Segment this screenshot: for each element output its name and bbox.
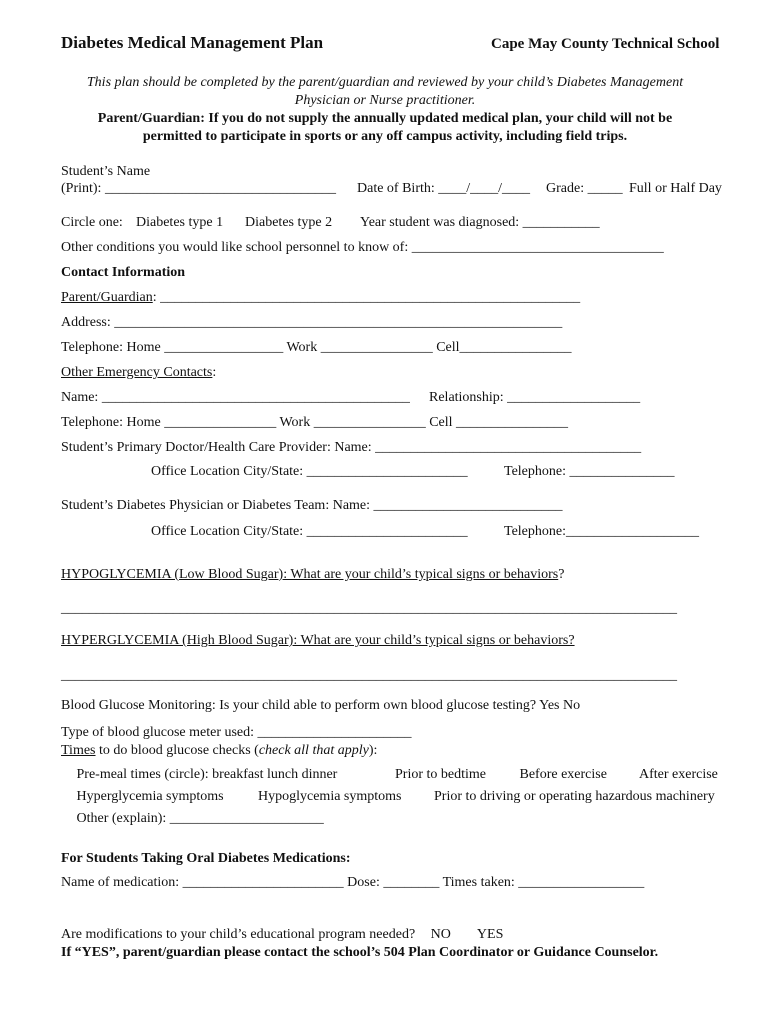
hyperglycemia-symptoms-label: Hyperglycemia symptoms — [73, 789, 224, 804]
other-option[interactable] — [61, 810, 324, 828]
doctor-office-field[interactable]: Office Location City/State: _______________________ — [151, 464, 468, 479]
full-or-half-day[interactable]: Full or Half Day — [629, 181, 722, 196]
hypoglycemia-symptoms-label: Hypoglycemia symptoms — [258, 789, 402, 804]
before-exercise-label: Before exercise — [516, 767, 607, 782]
times-rest: to do blood glucose checks ( — [95, 743, 259, 758]
year-diagnosed-field[interactable]: Year student was diagnosed: ___________ — [360, 215, 600, 230]
emergency-contacts-label — [61, 364, 216, 382]
warning-line-2: permitted to participate in sports or any off campus activity, including field trips. — [142, 129, 628, 144]
doctor-telephone-field[interactable]: Telephone: _______________ — [504, 464, 675, 479]
telephone-field[interactable]: Telephone: Home _________________ Work ________________ Cell________________ — [61, 340, 572, 355]
times-end: ): — [368, 743, 378, 758]
emergency-name-field[interactable]: Name: ____________________________________________ — [61, 390, 410, 405]
contact-heading: Contact Information — [61, 265, 186, 280]
diabetes-team-field[interactable]: Student’s Diabetes Physician or Diabetes Team: Name: ___________________________ — [61, 498, 563, 513]
check-times-label — [61, 742, 377, 760]
relationship-field[interactable]: Relationship: ___________________ — [429, 390, 641, 405]
premeal-option[interactable] — [61, 766, 337, 784]
oral-medications-heading: For Students Taking Oral Diabetes Medications: — [61, 851, 351, 866]
glucose-testing-question[interactable]: Blood Glucose Monitoring: Is your child able to perform own blood glucose testing? Yes No — [61, 698, 581, 713]
school-name: Cape May County Technical School — [491, 36, 720, 52]
other-conditions-field[interactable]: Other conditions you would like school personnel to know of: ____________________________________ — [61, 240, 664, 255]
hypoglycemia-question-text: HYPOGLYCEMIA (Low Blood Sugar): What are your child’s typical signs or behaviors — [61, 567, 559, 582]
modifications-question-text: Are modifications to your child’s educational program needed? — [61, 927, 416, 942]
guardian-field[interactable] — [61, 289, 580, 307]
other-label: Other (explain): ______________________ — [73, 811, 324, 826]
hyperglycemia-answer-line[interactable]: ________________________________________________________________________________________ — [61, 668, 677, 683]
meter-type-field[interactable]: Type of blood glucose meter used: ______________________ — [61, 725, 412, 740]
student-name-label: Student’s Name — [61, 164, 151, 179]
hypoglycemia-symptoms-option[interactable] — [246, 788, 402, 806]
emergency-label: Other Emergency Contacts — [61, 365, 213, 380]
driving-option[interactable] — [422, 788, 715, 806]
driving-label: Prior to driving or operating hazardous machinery — [434, 789, 715, 804]
modifications-note: If “YES”, parent/guardian please contact the school’s 504 Plan Coordinator or Guidance Counselor. — [61, 945, 659, 960]
bedtime-option[interactable] — [383, 766, 486, 784]
hypoglycemia-question — [61, 566, 564, 584]
intro-line-1: This plan should be completed by the parent/guardian and reviewed by your child’s Diabetes Management — [86, 75, 684, 90]
after-exercise-option[interactable] — [627, 766, 718, 784]
modifications-question — [61, 926, 503, 944]
times-label: Times — [61, 743, 96, 758]
hypoglycemia-qmark: ? — [558, 567, 565, 582]
diabetes-type-2-option[interactable]: Diabetes type 2 — [245, 215, 333, 230]
guardian-label: Parent/Guardian — [61, 290, 153, 305]
oral-medication-fields[interactable]: Name of medication: _______________________ Dose: ________ Times taken: __________________ — [61, 875, 645, 890]
hypoglycemia-answer-line[interactable]: ________________________________________________________________________________________ — [61, 601, 677, 616]
team-office-field[interactable]: Office Location City/State: _______________________ — [151, 524, 468, 539]
emergency-telephone-field[interactable]: Telephone: Home ________________ Work ________________ Cell ________________ — [61, 415, 569, 430]
hyperglycemia-question: HYPERGLYCEMIA (High Blood Sugar): What are your child’s typical signs or behaviors? — [61, 633, 575, 648]
emergency-colon: : — [212, 365, 217, 380]
modifications-yes[interactable]: YES — [476, 927, 504, 942]
bedtime-label: Prior to bedtime — [395, 767, 486, 782]
diabetes-type-1-option[interactable]: Diabetes type 1 — [136, 215, 224, 230]
warning-line-1: Parent/Guardian: If you do not supply the annually updated medical plan, your child will not be — [97, 111, 673, 126]
intro-line-2: Physician or Nurse practitioner. — [294, 93, 476, 108]
circle-one-label: Circle one: — [61, 215, 123, 230]
before-exercise-option[interactable] — [504, 766, 607, 784]
premeal-label: Pre-meal times (circle): breakfast lunch dinner — [73, 767, 338, 782]
page-title: Diabetes Medical Management Plan — [61, 33, 324, 52]
date-of-birth-field[interactable]: Date of Birth: ____/____/____ — [357, 181, 531, 196]
guardian-line: : ____________________________________________________________ — [152, 290, 581, 305]
after-exercise-label: After exercise — [639, 767, 718, 782]
student-name-field[interactable]: (Print): _________________________________ — [61, 181, 336, 196]
primary-doctor-field[interactable]: Student’s Primary Doctor/Health Care Provider: Name: ______________________________________ — [61, 440, 642, 455]
address-field[interactable]: Address: ________________________________________________________________ — [61, 315, 563, 330]
team-telephone-field[interactable]: Telephone:___________________ — [504, 524, 699, 539]
hyperglycemia-symptoms-option[interactable] — [61, 788, 224, 806]
modifications-no[interactable]: NO — [430, 927, 451, 942]
times-italic: check all that apply — [258, 743, 369, 758]
grade-field[interactable]: Grade: _____ — [546, 181, 623, 196]
